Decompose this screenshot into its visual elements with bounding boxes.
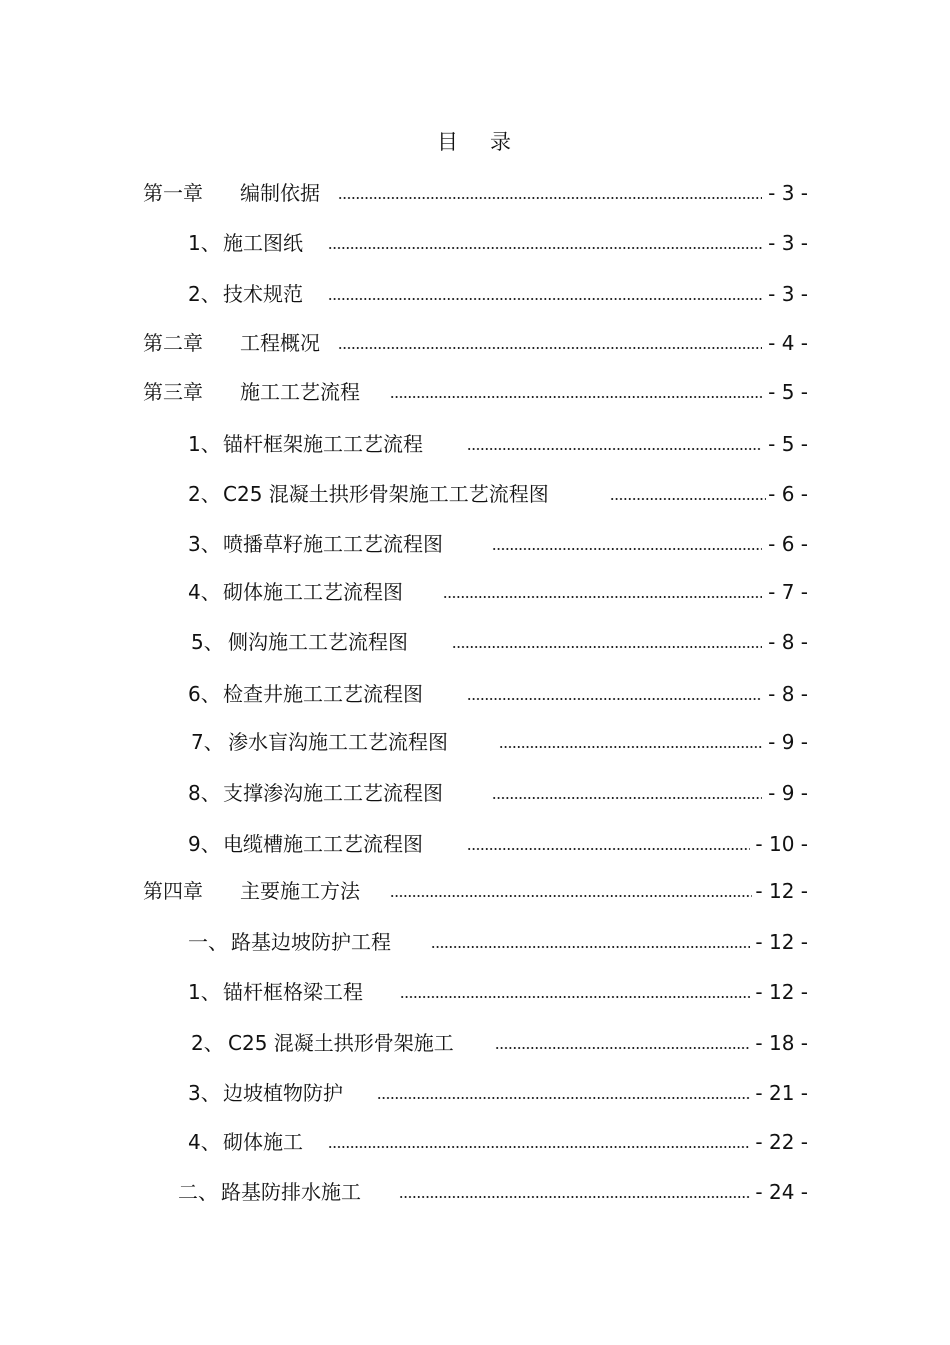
toc-entry [0,228,950,258]
toc-dot-leader [431,946,750,948]
toc-entry-number: 6、 [188,682,221,706]
toc-entry-number: 5、 [191,630,224,654]
toc-entry-page-number: - 10 - [755,832,808,856]
toc-dot-leader [400,996,750,998]
toc-entry [0,927,950,957]
toc-dot-leader [328,247,762,249]
toc-dot-leader [467,698,762,700]
toc-entry-number: 8、 [188,781,221,805]
toc-entry [0,977,950,1007]
toc-entry-label: 编制依据 [240,181,320,205]
toc-entry-page-number: - 7 - [768,580,808,604]
toc-entry [0,178,950,208]
toc-dot-leader [390,396,762,398]
toc-entry [0,679,950,709]
toc-entry-number: 4、 [188,580,221,604]
toc-title-left: 目 [437,130,460,154]
toc-entry-label: 路基边坡防护工程 [231,930,391,954]
toc-dot-leader [499,746,762,748]
toc-entry [0,577,950,607]
toc-entry [0,1028,950,1058]
toc-entry-page-number: - 24 - [755,1180,808,1204]
toc-entry-number: 2、 [188,482,221,506]
toc-dot-leader [338,347,762,349]
toc-entry-number: 第三章 [143,380,203,404]
toc-title-right: 录 [490,130,513,154]
toc-entry-page-number: - 12 - [755,930,808,954]
toc-dot-leader [492,797,762,799]
toc-entry-page-number: - 5 - [768,380,808,404]
toc-entry-page-number: - 21 - [755,1081,808,1105]
toc-entry-label: 侧沟施工工艺流程图 [228,630,408,654]
toc-entry-page-number: - 6 - [768,482,808,506]
toc-entry-label: 施工工艺流程 [240,380,360,404]
toc-entry-number: 2、 [191,1031,224,1055]
toc-dot-leader [610,498,766,500]
toc-entry-page-number: - 12 - [755,879,808,903]
toc-entry-number: 2、 [188,282,221,306]
toc-dot-leader [328,298,762,300]
toc-dot-leader [338,197,762,199]
toc-dot-leader [443,596,762,598]
toc-entry [0,529,950,559]
toc-dot-leader [452,646,762,648]
toc-entry [0,1078,950,1108]
toc-entry-number: 3、 [188,1081,221,1105]
toc-dot-leader [328,1146,750,1148]
toc-entry-number: 1、 [188,432,221,456]
toc-entry [0,627,950,657]
toc-entry [0,1177,950,1207]
toc-entry-number: 3、 [188,532,221,556]
toc-entry-page-number: - 8 - [768,682,808,706]
toc-entry-page-number: - 12 - [755,980,808,1004]
toc-entry-label: 技术规范 [223,282,303,306]
toc-entry [0,778,950,808]
toc-entry [0,1127,950,1157]
toc-entry-label: C25 混凝土拱形骨架施工 [228,1031,454,1055]
toc-entry [0,829,950,859]
toc-entry-page-number: - 18 - [755,1031,808,1055]
toc-dot-leader [492,548,762,550]
toc-entry-label: 电缆槽施工工艺流程图 [223,832,423,856]
toc-entry-label: 锚杆框格梁工程 [223,980,363,1004]
toc-title [0,126,950,156]
toc-entry [0,727,950,757]
toc-entry-number: 一、 [188,930,228,954]
toc-entry-label: C25 混凝土拱形骨架施工工艺流程图 [223,482,549,506]
toc-entry-page-number: - 3 - [768,181,808,205]
toc-entry-label: 锚杆框架施工工艺流程 [223,432,423,456]
toc-entry-number: 二、 [178,1180,218,1204]
toc-entry-page-number: - 8 - [768,630,808,654]
toc-entry-page-number: - 6 - [768,532,808,556]
toc-entry-label: 边坡植物防护 [223,1081,343,1105]
toc-dot-leader [390,895,752,897]
toc-entry [0,429,950,459]
toc-entry [0,876,950,906]
toc-entry-page-number: - 4 - [768,331,808,355]
toc-entry [0,328,950,358]
toc-dot-leader [467,848,750,850]
toc-entry-number: 第一章 [143,181,203,205]
toc-entry-page-number: - 3 - [768,282,808,306]
toc-entry-number: 7、 [191,730,224,754]
toc-entry-page-number: - 22 - [755,1130,808,1154]
toc-entry-number: 1、 [188,980,221,1004]
toc-entry-label: 施工图纸 [223,231,303,255]
toc-entry-page-number: - 9 - [768,730,808,754]
toc-entry-label: 工程概况 [240,331,320,355]
toc-entry-number: 第四章 [143,879,203,903]
toc-entry-label: 砌体施工工艺流程图 [223,580,403,604]
toc-entry [0,377,950,407]
toc-entry-label: 喷播草籽施工工艺流程图 [223,532,443,556]
toc-entry-number: 4、 [188,1130,221,1154]
toc-entry-number: 9、 [188,832,221,856]
toc-dot-leader [467,448,762,450]
toc-dot-leader [399,1196,750,1198]
toc-entry [0,279,950,309]
toc-entry-label: 砌体施工 [223,1130,303,1154]
toc-entry-number: 第二章 [143,331,203,355]
toc-entry-label: 支撑渗沟施工工艺流程图 [223,781,443,805]
toc-entry-page-number: - 5 - [768,432,808,456]
toc-entry-label: 路基防排水施工 [221,1180,361,1204]
toc-entry-page-number: - 9 - [768,781,808,805]
toc-dot-leader [495,1047,750,1049]
toc-entry-number: 1、 [188,231,221,255]
toc-dot-leader [377,1097,750,1099]
toc-entry-label: 渗水盲沟施工工艺流程图 [228,730,448,754]
toc-entry-label: 主要施工方法 [240,879,360,903]
toc-entry-label: 检查井施工工艺流程图 [223,682,423,706]
toc-entry-page-number: - 3 - [768,231,808,255]
toc-entry [0,479,950,509]
